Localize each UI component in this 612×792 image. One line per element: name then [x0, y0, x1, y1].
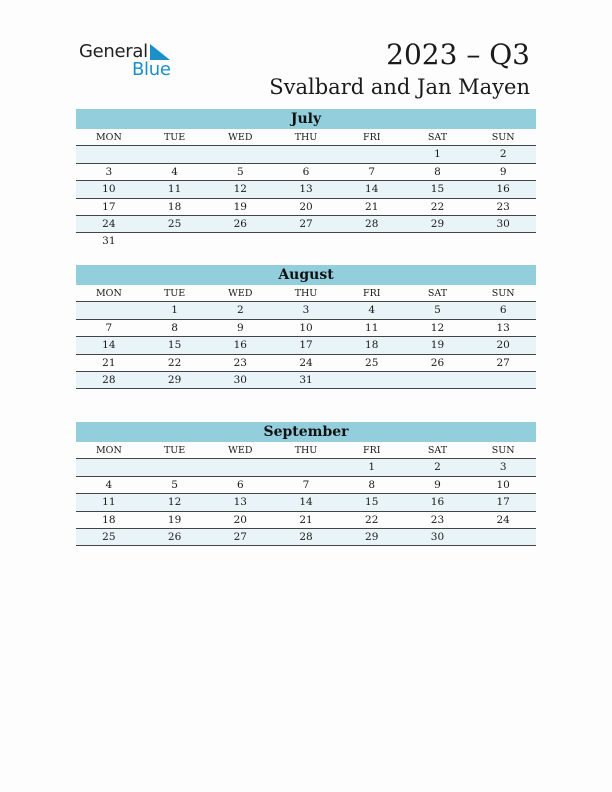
week-row — [76, 355, 536, 372]
week-row — [76, 233, 536, 250]
weekday-label: SUN — [491, 288, 515, 299]
weekday-label: SAT — [427, 132, 448, 143]
day-cell — [142, 233, 208, 250]
day-cell — [207, 233, 273, 250]
day-cell: 29 — [365, 530, 379, 543]
day-cell: 2 — [434, 461, 441, 474]
week-row — [76, 459, 536, 476]
week-row — [76, 146, 536, 163]
day-cell: 10 — [496, 478, 510, 491]
weekday-label: FRI — [362, 288, 381, 299]
region-subtitle: Svalbard and Jan Mayen — [269, 75, 530, 99]
day-cell: 25 — [365, 356, 379, 369]
day-cell: 25 — [102, 530, 116, 543]
weekday-label: FRI — [362, 445, 381, 456]
week-row — [76, 494, 536, 511]
day-cell: 3 — [499, 461, 507, 474]
day-cell: 31 — [102, 235, 116, 248]
day-cell — [273, 233, 339, 250]
day-cell: 20 — [496, 339, 510, 352]
day-cell: 7 — [368, 165, 376, 178]
week-row — [76, 302, 536, 319]
day-cell: 17 — [299, 339, 313, 352]
day-cell — [142, 459, 208, 475]
week-row — [76, 181, 536, 198]
week-row — [76, 372, 536, 389]
day-cell: 18 — [365, 339, 379, 352]
weekday-label: MON — [95, 288, 122, 299]
day-cell: 13 — [299, 183, 313, 196]
day-cell — [339, 233, 405, 250]
day-cell: 9 — [499, 165, 507, 178]
day-cell — [207, 459, 273, 475]
day-cell: 27 — [233, 530, 247, 543]
day-cell: 11 — [365, 321, 379, 334]
week-row — [76, 337, 536, 354]
logo-word-blue: Blue — [132, 59, 171, 80]
weekday-label: TUE — [163, 288, 186, 299]
day-cell: 13 — [496, 321, 510, 334]
day-cell: 25 — [167, 217, 182, 230]
weekday-label: MON — [95, 445, 122, 456]
weekday-label: SAT — [427, 445, 448, 456]
day-cell: 13 — [233, 496, 247, 509]
day-cell: 27 — [299, 217, 313, 230]
weekday-label: SAT — [427, 288, 448, 299]
day-cell: 22 — [365, 513, 379, 526]
day-cell — [76, 302, 142, 318]
weekday-label: SUN — [491, 132, 515, 143]
day-cell: 10 — [299, 321, 313, 334]
day-cell — [339, 146, 405, 162]
day-cell: 4 — [105, 478, 113, 491]
day-cell: 30 — [496, 217, 510, 230]
day-cell: 2 — [236, 304, 244, 317]
day-cell: 19 — [233, 200, 247, 213]
day-cell — [470, 529, 536, 545]
day-cell: 7 — [302, 478, 310, 491]
day-cell: 30 — [430, 530, 445, 543]
month-name: September — [76, 422, 536, 442]
page-title: 2023 – Q3 — [386, 38, 530, 71]
week-row — [76, 320, 536, 337]
day-cell: 20 — [233, 513, 247, 526]
week-row — [76, 512, 536, 529]
day-cell: 15 — [365, 496, 379, 509]
day-cell: 7 — [105, 321, 113, 334]
day-cell: 15 — [167, 339, 182, 352]
day-cell: 8 — [171, 321, 178, 334]
weekday-label: WED — [228, 288, 253, 299]
day-cell: 9 — [434, 478, 441, 491]
day-cell: 14 — [365, 183, 379, 196]
week-row — [76, 216, 536, 233]
day-cell: 17 — [496, 496, 510, 509]
day-cell — [470, 233, 536, 250]
day-cell: 4 — [171, 165, 178, 178]
day-cell: 21 — [299, 513, 313, 526]
day-cell: 23 — [496, 200, 510, 213]
day-cell: 31 — [299, 373, 313, 386]
week-row — [76, 164, 536, 181]
day-cell — [405, 372, 471, 388]
day-cell: 11 — [167, 183, 182, 196]
weekday-label: THU — [294, 445, 318, 456]
day-cell: 28 — [102, 373, 116, 386]
weekday-label: WED — [228, 132, 253, 143]
day-cell: 15 — [430, 183, 445, 196]
month-calendar-august — [76, 265, 536, 389]
month-calendar-september — [76, 422, 536, 546]
day-cell: 24 — [496, 513, 510, 526]
day-cell: 5 — [236, 165, 244, 178]
day-cell — [339, 372, 405, 388]
week-row — [76, 199, 536, 216]
day-cell: 19 — [430, 339, 445, 352]
day-cell: 26 — [430, 356, 445, 369]
weekday-label: MON — [95, 132, 122, 143]
day-cell: 2 — [499, 148, 507, 161]
day-cell: 27 — [496, 356, 510, 369]
day-cell: 6 — [302, 165, 310, 178]
logo-word-general: General — [79, 41, 148, 62]
day-cell: 20 — [299, 200, 313, 213]
month-name: July — [76, 109, 536, 129]
day-cell: 14 — [102, 339, 116, 352]
day-cell: 22 — [430, 200, 445, 213]
day-cell — [76, 146, 142, 162]
day-cell: 8 — [368, 478, 376, 491]
day-cell: 16 — [233, 339, 247, 352]
day-cell: 23 — [430, 513, 445, 526]
day-cell: 23 — [233, 356, 247, 369]
day-cell: 24 — [299, 356, 313, 369]
weekday-label: FRI — [362, 132, 381, 143]
weekday-label: WED — [228, 445, 253, 456]
day-cell: 10 — [102, 183, 116, 196]
day-cell: 26 — [167, 530, 182, 543]
day-cell: 16 — [430, 496, 445, 509]
day-cell: 18 — [167, 200, 182, 213]
day-cell — [273, 146, 339, 162]
day-cell: 18 — [102, 513, 116, 526]
day-cell: 12 — [233, 183, 247, 196]
day-cell: 1 — [368, 461, 376, 474]
day-cell — [405, 233, 471, 250]
day-cell: 30 — [233, 373, 247, 386]
day-cell — [273, 459, 339, 475]
day-cell — [207, 146, 273, 162]
day-cell: 29 — [167, 373, 182, 386]
day-cell: 1 — [434, 148, 441, 161]
day-cell: 24 — [102, 217, 116, 230]
month-calendar-july — [76, 109, 536, 251]
day-cell: 12 — [167, 496, 182, 509]
day-cell: 21 — [102, 356, 116, 369]
day-cell: 16 — [496, 183, 510, 196]
day-cell: 6 — [236, 478, 244, 491]
day-cell: 8 — [434, 165, 441, 178]
day-cell: 14 — [299, 496, 313, 509]
day-cell: 19 — [167, 513, 182, 526]
day-cell — [470, 372, 536, 388]
day-cell: 26 — [233, 217, 247, 230]
day-cell: 17 — [102, 200, 116, 213]
weekday-header-row — [76, 129, 536, 146]
week-row — [76, 477, 536, 494]
weekday-header-row — [76, 285, 536, 302]
weekday-label: THU — [294, 132, 318, 143]
day-cell: 3 — [105, 165, 113, 178]
logo — [79, 41, 179, 81]
title-block — [269, 38, 530, 102]
day-cell: 1 — [171, 304, 178, 317]
day-cell: 22 — [167, 356, 182, 369]
day-cell: 6 — [499, 304, 507, 317]
week-row — [76, 529, 536, 546]
day-cell: 5 — [434, 304, 441, 317]
weekday-label: TUE — [163, 445, 186, 456]
month-name: August — [76, 265, 536, 285]
weekday-header-row — [76, 442, 536, 459]
day-cell — [76, 459, 142, 475]
day-cell: 28 — [365, 217, 379, 230]
day-cell: 29 — [430, 217, 445, 230]
day-cell: 3 — [302, 304, 310, 317]
weekday-label: TUE — [163, 132, 186, 143]
weekday-label: SUN — [491, 445, 515, 456]
weekday-label: THU — [294, 288, 318, 299]
day-cell: 5 — [171, 478, 178, 491]
logo-triangle-icon — [150, 44, 170, 60]
day-cell: 4 — [368, 304, 376, 317]
day-cell: 21 — [365, 200, 379, 213]
day-cell: 12 — [430, 321, 445, 334]
day-cell: 28 — [299, 530, 313, 543]
day-cell: 9 — [236, 321, 244, 334]
day-cell — [142, 146, 208, 162]
day-cell: 11 — [102, 496, 116, 509]
